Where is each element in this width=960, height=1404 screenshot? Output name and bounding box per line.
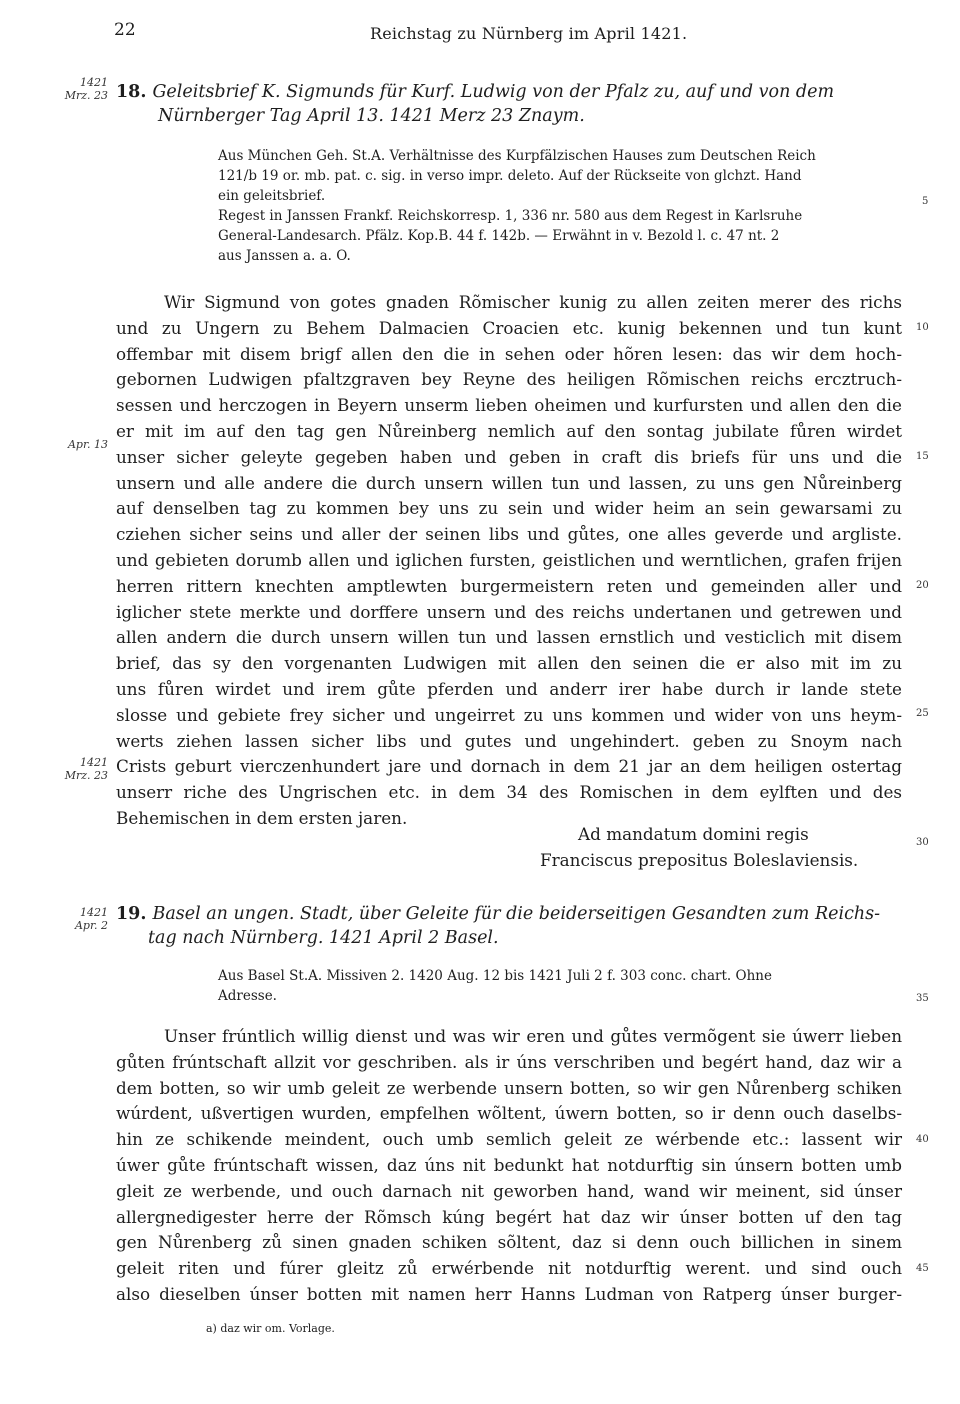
body-line: unserr riche des Ungrischen etc. in dem 34 des Romischen in dem eylften und des: [116, 782, 902, 803]
source-line: Regest in Janssen Frankf. Reichskorresp. 1, 336 nr. 580 aus dem Regest in Karlsruhe: [218, 208, 803, 224]
line-number: 25: [916, 708, 929, 719]
line-number: 5: [922, 196, 929, 207]
line-number: 40: [916, 1134, 929, 1145]
body-line: gůten frúntschaft allzit vor geschriben. als ir úns verschriben und begért hand, daz wir a: [116, 1051, 902, 1072]
body-line: Crists geburt vierczenhundert jare und dornach in dem 21 jar an dem heiligen ostertag: [116, 756, 902, 777]
body-line: wúrdent, ußvertigen wurden, empfelhen wõltent, úwern botten, so ir denn ouch daselbs-: [116, 1103, 902, 1124]
source-line: Aus Basel St.A. Missiven 2. 1420 Aug. 12 bis 1421 Juli 2 f. 303 conc. chart. Ohne: [218, 968, 772, 984]
doc18-title-line-2: Nürnberger Tag April 13. 1421 Merz 23 Znaym.: [158, 106, 585, 126]
body-line: iglicher stete merkte und dorffere unsern und des reichs undertanen und getrewen und: [116, 601, 902, 622]
body-line: und gebieten dorumb allen und iglichen fursten, geistlichen und werntlichen, grafen frijen: [116, 549, 902, 570]
body-line: also dieselben únser botten mit namen herr Hanns Ludman von Ratperg únser burger-: [116, 1283, 902, 1304]
source-line: General-Landesarch. Pfälz. Kop.B. 44 f. 142b. — Erwähnt in v. Bezold l. c. 47 nt. 2: [218, 228, 780, 244]
line-number: 15: [916, 451, 929, 462]
doc19-body: [116, 1024, 902, 1308]
source-line: aus Janssen a. a. O.: [218, 248, 351, 264]
body-line: offembar mit disem brigf allen den die in sehen oder hõren lesen: das wir dem hoch-: [116, 343, 902, 364]
doc18-closing: [540, 822, 900, 874]
body-line: Behemischen in dem ersten jaren.: [116, 807, 408, 828]
body-line: uns fůren wirdet und irem gůte pferden und anderr irer habe durch ir lande stete: [116, 678, 902, 699]
doc18-source: [218, 146, 908, 266]
doc18-body: [116, 290, 902, 832]
body-line: Wir Sigmund von gotes gnaden Rõmischer kunig zu allen zeiten merer des richs: [164, 292, 902, 312]
body-line: Unser frúntlich willig dienst und was wir eren und gůtes vermõgent sie úwerr lieben: [164, 1026, 902, 1046]
body-line: geleit riten und fúrer gleitz zů erwérbende nit notdurftig werent. und sind ouch: [116, 1258, 902, 1279]
source-line: Adresse.: [218, 988, 277, 1004]
doc19-title: [116, 902, 906, 950]
page-number: 22: [114, 20, 136, 40]
body-line: sessen und herczogen in Beyern unserm lieben oheimen und kurfursten und allen den die: [116, 395, 902, 416]
body-line: unsern und alle andere die durch unsern willen tun und lassen, zu uns gen Nůreinberg: [116, 472, 902, 493]
body-line: herren rittern knechten amptlewten burgermeistern reten und gemeinden aller und: [116, 575, 902, 596]
body-line: allen andern die durch unsern willen tun und lassen ernstlich und vesticlich mit disem: [116, 627, 902, 648]
doc19-margin-date: 1421 Apr. 2: [74, 906, 108, 932]
source-line: Aus München Geh. St.A. Verhältnisse des Kurpfälzischen Hauses zum Deutschen Reich: [218, 148, 816, 164]
body-line: hin ze schikende meindent, ouch umb semlich geleit ze wérbende etc.: lassent wir: [116, 1129, 902, 1150]
doc19-number: 19.: [116, 904, 147, 924]
source-line: 121/b 19 or. mb. pat. c. sig. in verso impr. deleto. Auf der Rückseite von glchzt. Hand: [218, 168, 802, 184]
body-line: úwer gůte frúntschaft wissen, daz úns nit bedunkt hat notdurftig sin únsern botten umb: [116, 1154, 902, 1175]
body-line: dem botten, so wir umb geleit ze werbende unsern botten, so wir gen Nůrenberg schiken: [116, 1077, 902, 1098]
doc18-number: 18.: [116, 82, 147, 102]
doc18-title-line-1: Geleitsbrief K. Sigmunds für Kurf. Ludwig von der Pfalz zu, auf und von dem: [152, 82, 835, 102]
body-line: cziehen sicher seins und aller der seinen libs und gůtes, one alles geverde und argliste.: [116, 524, 902, 545]
body-line: und zu Ungern zu Behem Dalmacien Croacien etc. kunig bekennen und tun kunt: [116, 317, 902, 338]
doc18-title: [116, 80, 906, 128]
body-line: er mit im auf den tag gen Nůreinberg nemlich auf den sontag jubilate fůren wirdet: [116, 420, 902, 441]
doc19-source: [218, 966, 908, 1006]
body-line: werts ziehen lassen sicher libs und gutes und ungehindert. geben zu Snoym nach: [116, 730, 902, 751]
body-line: brief, das sy den vorgenanten Ludwigen mit allen den seinen die er also mit im zu: [116, 653, 902, 674]
footnote: a) daz wir om. Vorlage.: [206, 1322, 335, 1335]
body-line: allergnedigester herre der Rõmsch kúng begért hat daz wir únser botten uf den tag: [116, 1206, 902, 1227]
closing-line-1: Ad mandatum domini regis: [578, 824, 809, 844]
body-line: gebornen Ludwigen pfaltzgraven bey Reyne des heiligen Rõmischen reichs ercztruch-: [116, 369, 902, 390]
line-number: 35: [916, 993, 929, 1004]
body-line: auf denselben tag zu kommen bey uns zu sein und wider heim an sein gewarsami zu: [116, 498, 902, 519]
doc19-title-line-2: tag nach Nürnberg. 1421 April 2 Basel.: [148, 928, 499, 948]
source-line: ein geleitsbrief.: [218, 188, 326, 204]
doc18-margin-apr: Apr. 13: [67, 438, 108, 451]
closing-line-2: Franciscus prepositus Boleslaviensis.: [540, 849, 859, 870]
body-line: gen Nůrenberg zů sinen gnaden schiken sõltent, daz si denn ouch billichen in sinem: [116, 1232, 902, 1253]
line-number: 10: [916, 322, 929, 333]
line-number: 30: [916, 837, 929, 848]
body-line: slosse und gebiete frey sicher und ungeirret zu uns kommen und wider von uns heym-: [116, 704, 902, 725]
running-title: Reichstag zu Nürnberg im April 1421.: [370, 24, 688, 43]
doc19-title-line-1: Basel an ungen. Stadt, über Geleite für die beiderseitigen Gesandten zum Reichs-: [152, 904, 881, 924]
line-number: 20: [916, 580, 929, 591]
line-number: 45: [916, 1263, 929, 1274]
body-line: unser sicher geleyte gegeben haben und geben in craft dis briefs für uns und die: [116, 446, 902, 467]
doc18-margin-end-date: 1421 Mrz. 23: [64, 756, 108, 782]
doc18-margin-date: 1421 Mrz. 23: [64, 76, 108, 102]
body-line: gleit ze werbende, und ouch darnach nit geworben hand, wand wir meinent, sid únser: [116, 1180, 902, 1201]
